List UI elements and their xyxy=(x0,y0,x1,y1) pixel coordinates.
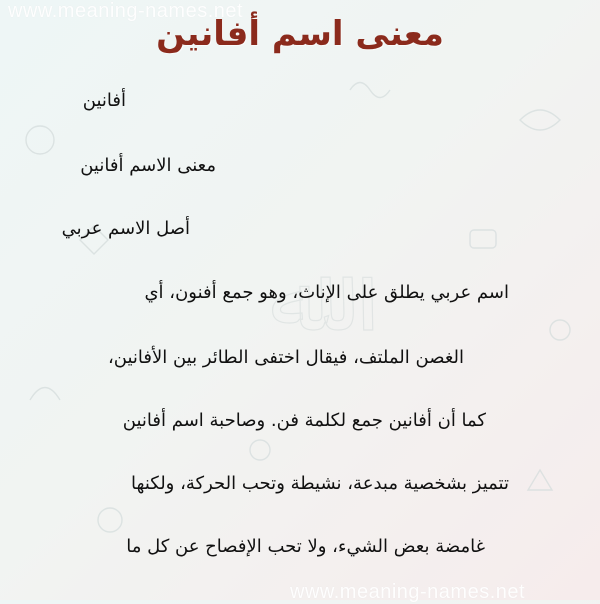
origin-label: أصل الاسم عربي xyxy=(61,218,190,239)
meaning-label: معنى الاسم أفانين xyxy=(80,155,216,176)
background-calligraphy-glyph: ﷲ xyxy=(270,247,323,352)
site-watermark-top: www.meaning-names.net xyxy=(8,0,244,22)
description-line-1: اسم عربي يطلق على الإناث، وهو جمع أفنون، أي xyxy=(144,282,509,303)
description-line-5: غامضة بعض الشيء، ولا تحب الإفصاح عن كل ما xyxy=(126,536,485,557)
name-heading: أفانين xyxy=(82,90,126,111)
description-line-4: تتميز بشخصية مبدعة، نشيطة وتحب الحركة، ولكنها xyxy=(131,473,509,494)
page-title: معنى اسم أفانين xyxy=(156,14,444,54)
description-line-3: كما أن أفانين جمع لكلمة فن. وصاحبة اسم أفانين xyxy=(122,410,486,431)
site-watermark-bottom: www.meaning-names.net xyxy=(290,581,526,603)
description-line-2: الغصن الملتف، فيقال اختفى الطائر بين الأفانين، xyxy=(107,347,464,368)
